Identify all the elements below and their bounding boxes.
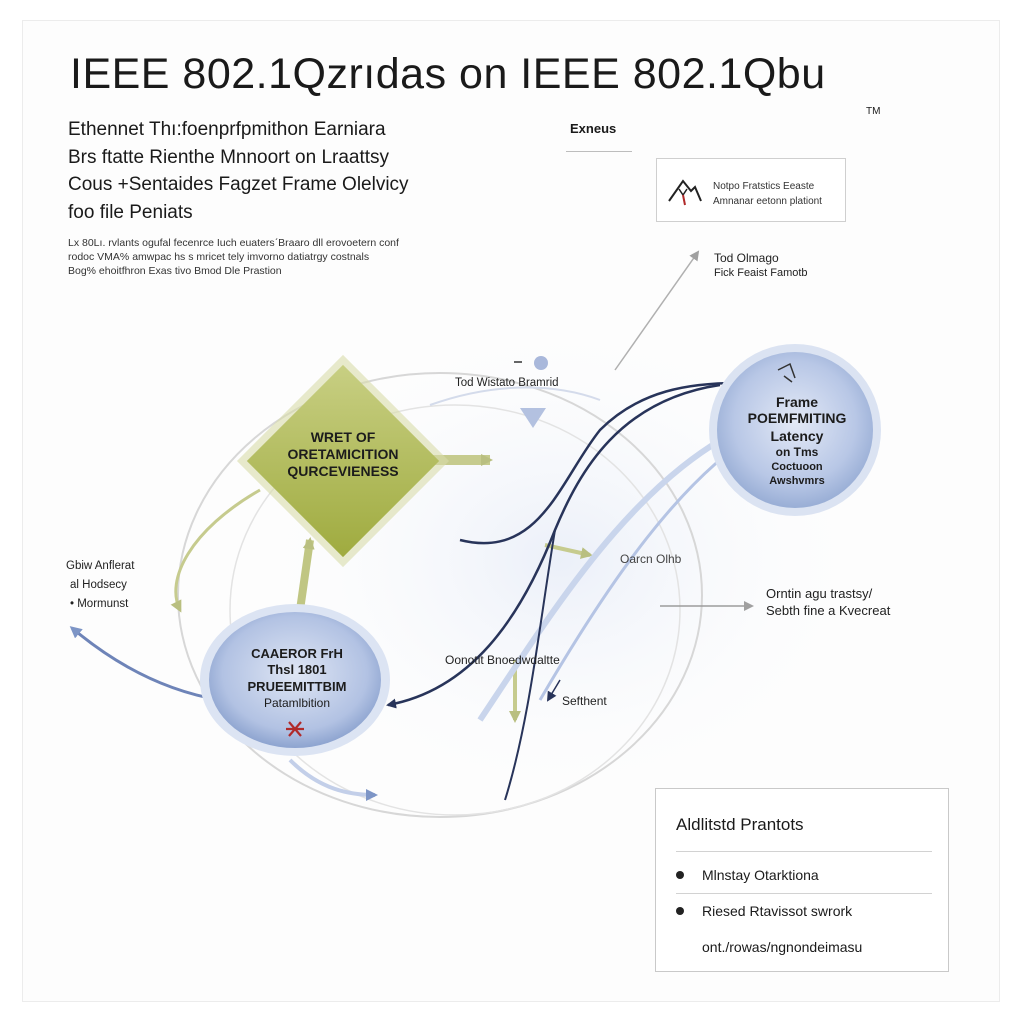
- subtitle-block: [68, 116, 409, 226]
- legend-item: [676, 903, 932, 919]
- bottom-node-label-line: PRUEEMITTBIM: [247, 679, 347, 694]
- description-line: Lx 80Lı. rvlants ogufal fecenrce Iuch euatersˊBraaro dll erovoetern conf: [68, 237, 399, 249]
- legend-item: [676, 867, 932, 883]
- right-node-label-line: Latency: [770, 428, 824, 444]
- description-line: Bog% ehoitfhron Exas tivo Bmod Dle Prastion: [68, 265, 282, 277]
- right-node-label-line: Frame: [775, 394, 819, 410]
- legend-divider: [676, 893, 932, 894]
- diamond-label-line: QURCEVIENESS: [287, 463, 399, 479]
- bullet-icon: [676, 871, 684, 879]
- example-box-line: Amnanar eetonn plationt: [713, 196, 822, 207]
- subtitle-line: Cous +Sentaides Fagzet Frame Olelvicy: [68, 174, 409, 195]
- annotation-right-mid: [766, 585, 890, 619]
- annotation-center-bottom: Oonotit Bnoedwdaltte: [445, 653, 560, 667]
- diamond-label-line: WRET OF: [310, 429, 376, 445]
- legend-item-label: Riesed Rtavissot swrork: [702, 903, 853, 919]
- subtitle-line: foo file Peniats: [68, 201, 193, 223]
- blue-arrow-left: [72, 628, 220, 700]
- description-block: [68, 236, 399, 278]
- legend-item-label: Mlnstay Otarktiona: [702, 867, 819, 883]
- example-box-text: [713, 179, 822, 209]
- bottom-node-label-line: CAAEROR FrH: [251, 646, 343, 661]
- top-marker-dot: [534, 356, 548, 370]
- annotation-line: Sebth fine a Kvecreat: [766, 603, 891, 618]
- annotation-left: [66, 557, 134, 614]
- right-node-label-line: POEMFMITING: [747, 410, 847, 426]
- right-node-label-line: Awshvmrs: [769, 475, 825, 487]
- description-line: rodoc VMA% amwpac hs s mricet tely imvorno datiatrgy costnals: [68, 251, 370, 263]
- annotation-line: Fick Feaist Famotb: [714, 267, 808, 279]
- example-box-line: Notpo Fratstics Eeaste: [713, 181, 815, 192]
- right-node-label-line: Coctuoon: [771, 461, 823, 473]
- annotation-top-center: Tod Wistato Bramrid: [455, 377, 559, 389]
- example-divider: [566, 151, 632, 152]
- example-header: Exneus: [570, 121, 617, 136]
- bottom-node-label-line: Patamlbition: [263, 696, 331, 710]
- legend-box: [655, 788, 949, 972]
- annotation-line: Orntin agu trastsy/: [766, 586, 873, 601]
- legend-footer: ont./rowas/ngnondeimasu: [702, 939, 863, 955]
- annotation-line: Tod Olmago: [714, 251, 779, 265]
- annotation-center-right: Oarcn Olhb: [620, 552, 682, 566]
- annotation-line: Gbiw Anflerat: [66, 560, 135, 572]
- example-box: [656, 158, 846, 222]
- annotation-septhent: Sefthent: [562, 694, 607, 708]
- mountain-icon: [665, 171, 705, 209]
- annotation-line: • Mormunst: [70, 598, 129, 610]
- trademark-mark: TM: [866, 106, 881, 117]
- bullet-icon: [676, 907, 684, 915]
- subtitle-line: Ethennet Thı:foenprfpmithon Earniara: [68, 119, 386, 140]
- legend-title: Aldlitstd Prantots: [676, 815, 804, 834]
- bottom-node-label-line: Thsl 1801: [267, 662, 327, 677]
- right-node-label-line: on Tms: [775, 445, 819, 459]
- subtitle-line: Brs ftatte Rienthe Mnnoort on Lraattsy: [68, 146, 390, 168]
- annotation-line: al Hodsecy: [70, 579, 127, 591]
- annotation-top-right: [714, 251, 808, 281]
- legend-divider: [676, 851, 932, 852]
- page-title: IEEE 802.1Qzrıdas on IEEE 802.1Qbu: [70, 50, 826, 98]
- diamond-label-line: ORETAMICITION: [287, 446, 399, 462]
